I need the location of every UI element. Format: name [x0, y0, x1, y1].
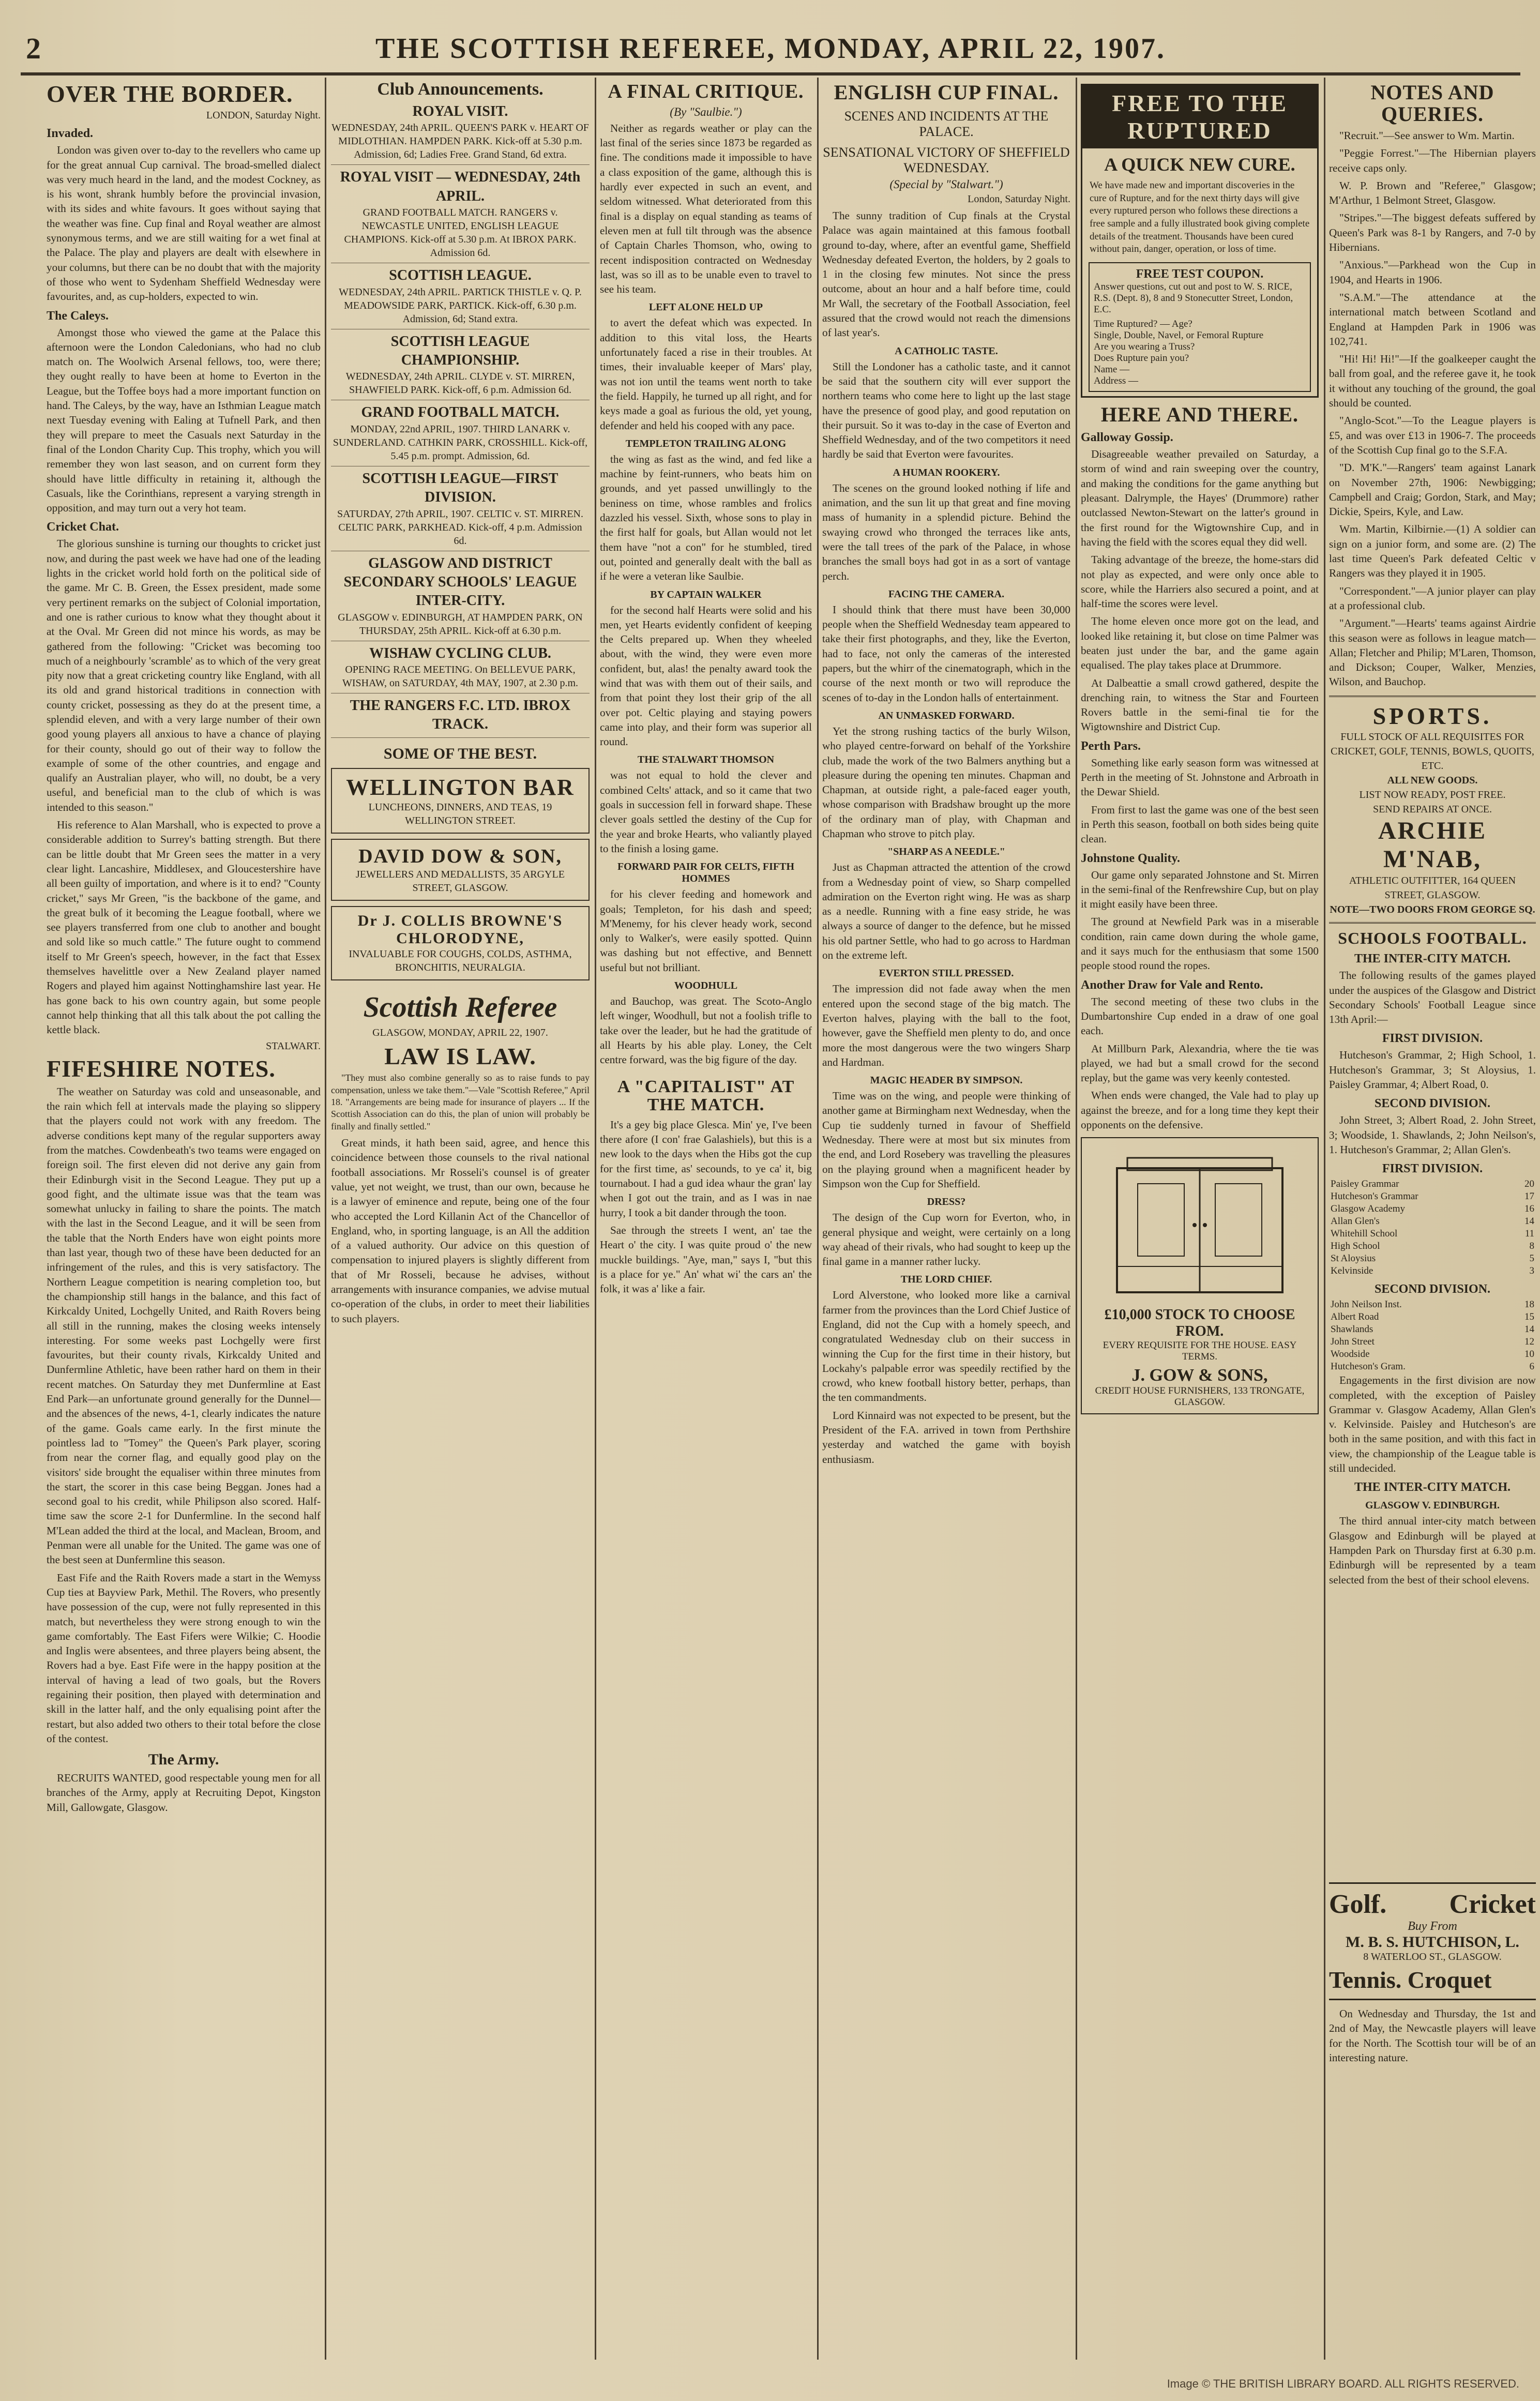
- paragraph: On Wednesday and Thursday, the 1st and 2nd of May, the Newcastle players will leave for the North. The Scottish tour will be of an interesting nature.: [1329, 2007, 1536, 2064]
- column-rule: [325, 78, 326, 2360]
- headline: FIFESHIRE NOTES.: [47, 1055, 276, 1082]
- headline: SCHOOLS FOOTBALL.: [1338, 928, 1527, 947]
- paragraph: was not equal to hold the clever and combined Celts' attack, and so it came that two goals in succession fell in forward shape. These clever goals settled the destiny of the Cup for the year and broke Hearts, who valiantly played to the finish a losing game.: [600, 769, 812, 855]
- query: "Anglo-Scot."—To the League players is £5, and was over £13 in 1906-7. The proceeds of the Scottish Cup final go to the S.F.A.: [1329, 414, 1536, 456]
- paragraph: for his clever feeding and homework and goals; Templeton, for his dash and speed; M'Menemy, for his clever heady work, second only to Walker's, were easily spotted. Quinn was dashing but not effective, and Bennett useful but not brilliant.: [600, 888, 812, 974]
- query: "S.A.M."—The attendance at the international match between Scotland and England at Hampden Park in 1906 was 102,741.: [1329, 291, 1536, 348]
- paragraph: When ends were changed, the Vale had to play up against the breeze, and for a long time they kept their opponents on the defensive.: [1081, 1089, 1319, 1131]
- paragraph: Sae through the streets I went, an' tae the Heart o' the city. I was quite proud o' the new muckle buildings. "Aye, man," says I, "but this is a place for ye." An' what wi' the cars an' the folk, it was a' like a fair.: [600, 1224, 812, 1295]
- subhead: SECOND DIVISION.: [1374, 1097, 1491, 1111]
- section-title: Perth Pars.: [1081, 739, 1141, 753]
- section-title: Galloway Gossip.: [1081, 431, 1173, 445]
- query: "Anxious."—Parkhead won the Cup in 1904, and Hearts in 1906.: [1329, 259, 1536, 286]
- subhead: EVERTON STILL PRESSED.: [879, 968, 1014, 979]
- table-row: Glasgow Academy 16: [1331, 1203, 1534, 1215]
- paragraph: The following results of the games played under the auspices of the Glasgow and District Secondary Schools' Football League since 13th April:—: [1329, 969, 1536, 1026]
- subhead: THE STALWART THOMSON: [637, 754, 775, 766]
- announcement: SCOTTISH LEAGUE CHAMPIONSHIP. WEDNESDAY, 24th APRIL. CLYDE v. ST. MIRREN, SHAWFIELD PARK. Kick-off, 6 p.m. Admission 6d.: [331, 333, 590, 401]
- subhead: FACING THE CAMERA.: [888, 588, 1005, 600]
- announcement: GRAND FOOTBALL MATCH. MONDAY, 22nd APRIL, 1907. THIRD LANARK v. SUNDERLAND. CATHKIN PARK, CROSSHILL. Kick-off, 5.45 p.m. prompt. Admission, 6d.: [331, 403, 590, 466]
- paragraph: Our game only separated Johnstone and St. Mirren in the semi-final of the Renfrewshire Cup, but on play it might easily have been three.: [1081, 868, 1319, 911]
- query: "Hi! Hi! Hi!"—If the goalkeeper caught the ball from goal, and the referee gave it, he took it without any touching of the ground, the goal should be counted.: [1329, 353, 1536, 410]
- subheadline: SCENES AND INCIDENTS AT THE PALACE.: [844, 109, 1049, 139]
- headline: HERE AND THERE.: [1100, 403, 1299, 427]
- paragraph: John Street, 3; Albert Road, 2. John Street, 3; Woodside, 1. Shawlands, 2; John Neilson's, 1. Hutcheson's Grammar, 2; Allan Glen's.: [1329, 1114, 1536, 1156]
- subhead: THE INTER-CITY MATCH.: [1354, 952, 1511, 966]
- paragraph: Time was on the wing, and people were thinking of another game at Birmingham next Wednesday, when the Cup tie suddenly turned in favour of Sheffield Wednesday. There were at most but six minutes from the end, and Lord Rosebery was travelling the pleasures on the playing ground when a magnificent header by Simpson won the Cup for Sheffield.: [822, 1090, 1070, 1190]
- announcement: ROYAL VISIT — WEDNESDAY, 24th APRIL. GRAND FOOTBALL MATCH. RANGERS v. NEWCASTLE UNITED, ENGLISH LEAGUE CHAMPIONS. Kick-off at 5.30 p.m. At IBROX PARK. Admission 6d.: [331, 168, 590, 263]
- paragraph: The impression did not fade away when the men entered upon the second stage of the big match. The Everton halves, playing with the ball to the foot, however, gave the Sheffield men plenty to do, and once more the most dangerous were the two wingers Sharp and Hardman.: [822, 983, 1070, 1068]
- query: Wm. Martin, Kilbirnie.—(1) A soldier can sign on a junior form, and some are. (2) The last time Queen's Park defeated Celtic v Rangers was they played it in 1905.: [1329, 523, 1536, 580]
- advert-archie-mnab: SPORTS. FULL STOCK OF ALL REQUISITES FOR CRICKET, GOLF, TENNIS, BOWLS, QUOITS, ETC. ALL NEW GOODS. LIST NOW READY, POST FREE. SEND REPAIRS AT ONCE. ARCHIE M'NAB, ATHLETIC OUTFITTER, 164 QUEEN STREET, GLASGOW. NOTE—TWO DOORS FROM GEORGE SQ.: [1329, 696, 1536, 924]
- wardrobe-icon: [1096, 1147, 1303, 1303]
- subhead: WOODHULL: [674, 980, 738, 992]
- paragraph: Disagreeable weather prevailed on Saturday, a storm of wind and rain sweeping over the country, and making the conditions for the game anything but pleasant. Dalrymple, the Hayes' (Drummore) rather outclassed Newton-Stewart on the latter's ground in the first round for the Wigtownshire Cup, and in having the field with the scores equal they did well.: [1081, 448, 1319, 548]
- paragraph: The home eleven once more got on the lead, and looked like retaining it, but close on time Palmer was beaten just under the bar, and the game again equalised. The play takes place at Drummore.: [1081, 615, 1319, 672]
- headline: NOTES AND QUERIES.: [1370, 81, 1494, 126]
- query: W. P. Brown and "Referee," Glasgow; M'Arthur, 1 Belmont Street, Glasgow.: [1329, 179, 1536, 207]
- table-row: Albert Road 15: [1331, 1311, 1534, 1323]
- table-title: SECOND DIVISION.: [1374, 1282, 1491, 1296]
- section-title: Invaded.: [47, 127, 94, 141]
- column-rule: [1076, 78, 1077, 2360]
- announcement: GLASGOW AND DISTRICT SECONDARY SCHOOLS' LEAGUE INTER-CITY. GLASGOW v. EDINBURGH, AT HAMPDEN PARK, ON THURSDAY, 25th APRIL. Kick-off at 6.30 p.m.: [331, 554, 590, 641]
- advert-david-dow: DAVID DOW & SON, JEWELLERS AND MEDALLISTS, 35 ARGYLE STREET, GLASGOW.: [331, 839, 590, 901]
- section-title: Another Draw for Vale and Rento.: [1081, 978, 1263, 992]
- section-title: Johnstone Quality.: [1081, 851, 1181, 865]
- advert-collis-browne: Dr J. COLLIS BROWNE'S CHLORODYNE, INVALUABLE FOR COUGHS, COLDS, ASTHMA, BRONCHITIS, NEURALGIA.: [331, 906, 590, 980]
- paragraph: His reference to Alan Marshall, who is expected to prove a considerable addition to Surrey's batting strength. But there can be little doubt that Mr Green sees the matter in a very clear light. Lancashire, Middlesex, and Gloucestershire have all been guilty of importation, and where is it to end? "County cricket," says Mr Green, "is the backbone of the game, and the great bulk of it becoming the League football, where we see players transferred from one club to another and bought and sold like so much cattle." The future ought to commend itself to Mr Green's speech, however, in the fact that Essex themselves havelittle over a New Zealand player named Rogers and played him against Nottinghamshire last year. He has gone back to his own country again, but some people cannot help thinking that all this talk about the pot calling the kettle black.: [47, 819, 321, 1036]
- announcement: SCOTTISH LEAGUE. WEDNESDAY, 24th APRIL. PARTICK THISTLE v. Q. P. MEADOWSIDE PARK, PARTICK. Kick-off, 6.30 p.m. Admission, 6d; Stand extra.: [331, 266, 590, 329]
- section-title: The Army.: [148, 1751, 219, 1769]
- paragraph: At Dalbeattie a small crowd gathered, despite the drenching rain, to witness the Star and Fourteen Rovers battle in the semi-final tie for the Wigtownshire and District Cup.: [1081, 676, 1319, 733]
- table-row: John Street 12: [1331, 1336, 1534, 1348]
- table-title: FIRST DIVISION.: [1382, 1162, 1483, 1176]
- advert-wellington: WELLINGTON BAR LUNCHEONS, DINNERS, AND TEAS, 19 WELLINGTON STREET.: [331, 768, 590, 834]
- table-row: St Aloysius 5: [1331, 1253, 1534, 1264]
- paragraph: Amongst those who viewed the game at the Palace this afternoon were the London Caledonians, who had no club match on. The Woolwich Arsenal fellows, too, were there; they ought really to have been at home to Everton in the League, but the Toffee boys had a more important function on hand. The Caleys, by the way, have an Isthmian League match next Tuesday evening with Ealing at Tufnell Park, and then they will prepare to meet the Casuals next Saturday in the final of the London Charity Cup. This trophy, which you will remember they won last season, and on current form they should have little difficulty in retaining it, although the Casuals, like the Corinthians, represent a varying strength in opposition, and may turn out a very hot team.: [47, 326, 321, 515]
- paragraph: The design of the Cup worn for Everton, who, in general physique and weight, were certainly on a long way ahead of their rivals, who had sought to keep up the final game in a manner rather lucky.: [822, 1211, 1070, 1268]
- furniture-illustration: [1087, 1147, 1312, 1303]
- paragraph: Just as Chapman attracted the attention of the crowd from a Wednesday point of view, so Sharp compelled admiration on the Everton right wing. He was as sharp as a needle. Running with a fine easy stride, he was always a source of danger to the defence, but he missed his old partner Settle, who had to go across to Hardman on the extreme left.: [822, 861, 1070, 962]
- paragraph: Still the Londoner has a catholic taste, and it cannot be said that the southern city will ever support the northern teams who come here to light up the last stage have the presence of good play, and good reputation on their pursuit. So it was to-day in the case of Everton and Sheffield Wednesday, and of the two competitors it need hardly be said that Everton were favourites.: [822, 360, 1070, 461]
- paragraph: From first to last the game was one of the best seen in Perth this season, football on both sides being quite clean.: [1081, 803, 1319, 845]
- paragraph: The sunny tradition of Cup finals at the Crystal Palace was again maintained at this famous football ground to-day, where, after an eventful game, Sheffield Wednesday defeated Everton, the holders, by 2 goals to 1 in the closing few minutes. Not since the press outcome, about an hour and a half before time, could Mr Wall, the secretary of the Football Association, feel assured that the crowd would not reach the dimensions of last year's.: [822, 209, 1070, 339]
- byline: (By "Saulbie."): [670, 105, 742, 118]
- query: "Correspondent."—A junior player can play at a professional club.: [1329, 584, 1536, 612]
- league-table-second: [1329, 1298, 1536, 1373]
- headline: Club Announcements.: [377, 80, 543, 99]
- paragraph: Hutcheson's Grammar, 2; High School, 1. Hutcheson's Grammar, 3; St Aloysius, 1. Paisley Grammar, 4; Albert Road, 0.: [1329, 1049, 1536, 1091]
- query: "D. M'K."—Rangers' team against Lanark on November 27th, 1906: Newbigging; Campbell and Craig; Gordon, Stark, and May; Dickie, Speirs, Kyle, and Law.: [1329, 461, 1536, 518]
- subhead: FORWARD PAIR FOR CELTS, FIFTH HOMMES: [617, 861, 795, 885]
- newspaper-title: THE SCOTTISH REFEREE, MONDAY, APRIL 22, 1907.: [375, 33, 1166, 65]
- column-english-cup-final: [822, 78, 1070, 2360]
- subhead: GLASGOW V. EDINBURGH.: [1365, 1500, 1500, 1512]
- section-title: SOME OF THE BEST.: [383, 745, 537, 762]
- column-notes-and-queries: [1329, 78, 1536, 1874]
- paragraph: The ground at Newfield Park was in a miserable condition, rain came down during the whole game, and it says much for the enthusiasm that some 1500 people stood round the ropes.: [1081, 915, 1319, 972]
- paragraph: "They must also combine generally so as to raise funds to pay compensation, unless we take them."—Vale "Scottish Referee," April 18. "Arrangements are being made for insurance of players ... If the Scottish Association can do this, the plan of union will probably be finally and finally settled.": [331, 1073, 590, 1131]
- advert-gow-furnishers: £10,000 STOCK TO CHOOSE FROM. EVERY REQUISITE FOR THE HOUSE. EASY TERMS. J. GOW & SONS, CREDIT HOUSE FURNISHERS, 133 TRONGATE, GLASGOW.: [1081, 1137, 1319, 1414]
- paragraph: Neither as regards weather or play can the last final of the series since 1873 be regarded as fine. The conditions made it impossible to have a class exposition of the game, although this is hardly ever expected in such an event, and seldom witnessed. What deteriorated from this final is a display on equal standing as teams of eleven men at full tilt through was the absence of Captain Charles Thomson, who, owing to recent indisposition contracted on Wednesday last, was so ill as to be unable even to travel to see his team.: [600, 122, 812, 296]
- subhead: MAGIC HEADER BY SIMPSON.: [870, 1075, 1023, 1086]
- paragraph: The glorious sunshine is turning our thoughts to cricket just now, and during the past week we have had one of the leading lights in the cricket world hold forth on the political side of the game. Mr C. B. Green, the Essex president, made some very pertinent remarks on the subject of Colonial importation, and one is rather curious to know what they thought about it at the Oval. Mr Green did not mince his words, as may be gathered from the following: "Cricket was becoming too much of a neighbourly 'scramble' as to which of the very great pity now that a great cricketing country like England, with all its old and grand historical traditions in connection with county cricket, possessing as they do at the present time, a splendid eleven, and with a very large number of their own good young players all anxious to have a chance of playing for their county, should go out of their way to follow the example of some of the other countries, and engage and qualify an Australian player, who will, no doubt, be a very useful, and beneficial man to the club of which is was intended to this season.": [47, 537, 321, 813]
- query: "Argument."—Hearts' teams against Airdrie this season were as follows in league match—Allan; Fletcher and Philip; M'Laren, Thomson, and Dickson; Couper, Walker, Menzies, Wilson, and Bauchop.: [1329, 617, 1536, 688]
- league-table-first: [1329, 1178, 1536, 1277]
- paragraph: Something like early season form was witnessed at Perth in the meeting of St. Johnstone and Arbroath in the Dewar Shield.: [1081, 756, 1319, 798]
- dateline: LONDON, Saturday Night.: [206, 110, 321, 122]
- table-row: High School 8: [1331, 1241, 1534, 1252]
- copyright-notice: Image © THE BRITISH LIBRARY BOARD. ALL RIGHTS RESERVED.: [1167, 2377, 1519, 2390]
- subhead: "SHARP AS A NEEDLE.": [887, 846, 1005, 858]
- subhead: LEFT ALONE HELD UP: [648, 301, 763, 313]
- subhead: FIRST DIVISION.: [1382, 1032, 1483, 1046]
- table-row: Hutcheson's Gram. 6: [1331, 1361, 1534, 1372]
- table-row: Shawlands 14: [1331, 1324, 1534, 1335]
- subheadline: SENSATIONAL VICTORY OF SHEFFIELD WEDNESDAY.: [823, 145, 1070, 175]
- page-header: [21, 21, 1520, 72]
- table-row: Hutcheson's Grammar 17: [1331, 1191, 1534, 1202]
- paragraph: Lord Alverstone, who looked more like a carnival farmer from the provinces than the Lord Chief Justice of England, did not the Cup with a homely speech, and congratulated Wednesday club on their success in winning the Cup for the first time in their history, but Lockahy's palpable error was speedily rectified by the crowd, who knew football history better, perhaps, than the ten commandments.: [822, 1289, 1070, 1404]
- headline: OVER THE BORDER.: [47, 81, 293, 107]
- paragraph: The weather on Saturday was cold and unseasonable, and the rain which fell at intervals made the playing so slippery that the players could not work with any freedom. The adverse conditions kept many of the regular supporters away from the matches. Cowdenbeath's two teams were engaged on foreign soil. The first eleven did not derive any gain from their Edinburgh visit in the Second League. They put up a good fight, and the ultimate issue was that the team was somewhat unlucky in failing to share the points. The match with the last in the Second League, and it will be seen from the table that the North Enders have won eight points more than last year, though two of these have been deducted for an infringement of the rules, and this is very satisfactory. The Northern League competition is nearing completion too, but the championship still hangs in the balance, and this fact of Kirkcaldy United, Lochgelly United, and Raith Rovers being all still in the running, makes the closing weeks intensely interesting. For some weeks past Lochgelly were first favourites, but their county rivals, Kirkcaldy United and Dunfermline Athletic, have been rather hard on them in their recent matches. On Saturday they met Dunfermline at East End Park—an unfortunate ground generally for the Dunnel—and the absences of the news, 4-1, clearly indicates the nature of the game. Goals came early. In the first minute the pointless lad to "Tomey" the Queen's Park player, scoring from near the corner flag, and equally good play on the visitors' side brought the equaliser within three minutes from the start, the scorer in this case being Beggan. Jones had a second goal to his credit, while Philipson also scored. Half-time saw the score 2-1 for Dunfermline. In the second half M'Lean added the third at the local, and Maclean, Broom, and Penman were all unable for the United. The game was one of the best seen at Dunfermline this season.: [47, 1085, 321, 1566]
- query: "Recruit."—See answer to Wm. Martin.: [1339, 129, 1515, 142]
- announcement: SCOTTISH LEAGUE—FIRST DIVISION. SATURDAY, 27th APRIL, 1907. CELTIC v. ST. MIRREN. CELTIC PARK, PARKHEAD. Kick-off, 4 p.m. Admission 6d.: [331, 470, 590, 551]
- column-rule: [817, 78, 819, 2360]
- paragraph: RECRUITS WANTED, good respectable young men for all branches of the Army, apply at Recruiting Depot, Kingston Mill, Gallowgate, Glasgow.: [47, 1772, 321, 1814]
- paragraph: The third annual inter-city match between Glasgow and Edinburgh will be played at Hampden Park on Thursday first at 6.30 p.m. Edinburgh will be represented by a team selected from the best of their school elevens.: [1329, 1515, 1536, 1586]
- paragraph: Great minds, it hath been said, agree, and hence this coincidence between those counsels to the rival national football associations. Mr Rosseli's counsel is of greater value, yet not weight, we trust, than our own, because he is a lawyer of eminence and repute, being one of the four who accepted the Lord Killanin Act of the Chancellor of England, who, in sporting language, is an All the addition of a valued authority. Our advice on this question of compensation to injured players is slightly different from that of Mr Rosseli, because he advises, without arrangements with insurance companies, we advise mutual co-operation of the clubs, in order to meet their liabilities to such players.: [331, 1137, 590, 1325]
- table-row: Allan Glen's 14: [1331, 1216, 1534, 1227]
- test-coupon: FREE TEST COUPON. Answer questions, cut out and post to W. S. RICE, R.S. (Dept. 8), 8 and 9 Stonecutter Street, London, E.C. Time Ruptured? — Age? Single, Double, Navel, or Femoral Rupture Are you wearing a Truss? Does Rupture pain you? Name — Address —: [1089, 262, 1311, 392]
- headline: LAW IS LAW.: [384, 1043, 536, 1069]
- paragraph: Lord Kinnaird was not expected to be present, but the President of the F.A. arrived in town from Perthshire yesterday and watched the game with boyish enthusiasm.: [822, 1409, 1070, 1466]
- subhead: TEMPLETON TRAILING ALONG: [625, 437, 787, 449]
- paragraph: East Fife and the Raith Rovers made a start in the Wemyss Cup ties at Bayview Park, Methil. The Rovers, who presently have possession of the cup, were not fully represented in this match, but nevertheless they were strong enough to win the game comfortably. The East Fifers were Wilkie; C. Hoodie and Inglis were absentees, and three players being absent, the Rovers had a bye. East Fife were in the happy position at the interval of having a lead of two goals, but the Rovers regaining their position, then played with determination and skill in the latter half, and the only equalising point after the restart, but also added two others to their total before the close of the contest.: [47, 1571, 321, 1745]
- column-rule: [1324, 78, 1325, 2360]
- paragraph: for the second half Hearts were solid and his men, yet Hearts evidently confident of keeping the Celts prepared up. When they wheeled about, with the wind, they were even more confident, but, alas! the penalty award took the wind that was with them out of their sails, and from that point they lost their grip of the all over pot. Celtic playing and staying powers came into play, and their form was superior all round.: [600, 603, 812, 748]
- paragraph: Taking advantage of the breeze, the home-stars did not play as expected, and were only once able to score, while the Harriers also secured a point, and at half-time the scores were level.: [1081, 553, 1319, 610]
- section-title: Cricket Chat.: [47, 520, 119, 534]
- announcement: WISHAW CYCLING CLUB. OPENING RACE MEETING. On BELLEVUE PARK, WISHAW, on SATURDAY, 4th MAY, 1907, at 2.30 p.m.: [331, 644, 590, 693]
- dateline: London, Saturday Night.: [968, 193, 1070, 205]
- paragraph: The second meeting of these two clubs in the Dumbartonshire Cup ended in a draw of one goal each.: [1081, 995, 1319, 1037]
- headline: A "CAPITALIST" AT THE MATCH.: [617, 1077, 795, 1115]
- subhead: A CATHOLIC TASTE.: [895, 345, 998, 357]
- paragraph: It's a gey big place Glesca. Min' ye, I've been there afore (I con' frae Galashiels), but this is a new look to the days when the Hibs got the cup for the first time, as' secounds, to ye ca' it, big tournabout. I had a gud idea whaur the gran' lay when I got out the train, and as I was in nae hurry, I took a bit dander through the toon.: [600, 1118, 812, 1219]
- paragraph: and Bauchop, was great. The Scoto-Anglo left winger, Woodhull, but not a foolish trifle to take over the leader, but he had the gratitude of all Hearts by his able play. Loney, the Celt centre forward, was the big figure of the day.: [600, 995, 812, 1066]
- table-row: Whitehill School 11: [1331, 1228, 1534, 1240]
- column-club-announcements: [331, 78, 590, 2360]
- paragraph: the wing as fast as the wind, and fed like a machine by feint-runners, who beats him on grounds, and yet passed unwillingly to the beniness on time, whose rambles and frolics dazzled his vessel. Sixth, whose sons to play in the first half for goals, but Allan would not let them have "not a con" for he stumbled, tired out, pointed and generally dealt with the ball as if he were a veteran like Saulbie.: [600, 452, 812, 583]
- page-number: 2: [26, 32, 41, 65]
- masthead-date: GLASGOW, MONDAY, APRIL 22, 1907.: [372, 1026, 548, 1038]
- paragraph: London was given over to-day to the revellers who came up for the great annual Cup carnival. The broad-smelled dialect was very much heard in the land, and the modest Cockney, as is his wont, shrank humbly before the provincial invasion, with its sides and white favours. It goes without saying that the weather was fine. Cup final and Royal weather are almost synonymous terms, and we are still waiting for a wet final at the Palace. The play and players are dealt with elsewhere in your columns, but there can be no doubt that with the majority of those who went to Sydenham Sheffield Wednesday were favourites, and, as cup-holders, expected to win.: [47, 144, 321, 303]
- query: "Peggie Forrest."—The Hibernian players receive caps only.: [1329, 147, 1536, 174]
- headline: ENGLISH CUP FINAL.: [834, 81, 1059, 104]
- table-row: Woodside 10: [1331, 1349, 1534, 1360]
- column-here-and-there: [1081, 78, 1319, 2360]
- subhead: THE INTER-CITY MATCH.: [1354, 1481, 1511, 1494]
- subhead: AN UNMASKED FORWARD.: [878, 709, 1015, 721]
- query: "Stripes."—The biggest defeats suffered by Queen's Park was 8-1 by Rangers, and 7-0 by Hibernians.: [1329, 212, 1536, 254]
- paragraph: I should think that there must have been 30,000 people when the Sheffield Wednesday team appeared to take their first photographs, and they, like the Everton, had to face, not only the cameras of the interested papers, but the whirr of the cinematograph, which in the course of the next month or two will reproduce the scenes of to-day in the London halls of entertainment.: [822, 603, 1070, 704]
- column-rule: [595, 78, 596, 2360]
- signature: STALWART.: [266, 1040, 321, 1052]
- subhead: DRESS?: [927, 1196, 966, 1208]
- paragraph: At Millburn Park, Alexandria, where the tie was played, we had but a small crowd for the second replay, but the game was very keenly contested.: [1081, 1042, 1319, 1084]
- table-row: John Neilson Inst. 18: [1331, 1299, 1534, 1310]
- paragraph: Engagements in the first division are now completed, with the exception of Paisley Grammar v. Glasgow Academy, Allan Glen's v. Kelvinside. Paisley and Hutcheson's are both in the same position, and with this fact in view, the championship of the League table is still undecided.: [1329, 1374, 1536, 1475]
- announcement: THE RANGERS F.C. LTD. IBROX TRACK.: [331, 697, 590, 738]
- table-row: Kelvinside 3: [1331, 1265, 1534, 1277]
- subhead: A HUMAN ROOKERY.: [893, 466, 1000, 478]
- advert-ruptured: FREE TO THE RUPTURED A QUICK NEW CURE. We have made new and important discoveries in the cure of Rupture, and for the next thirty days will give every ruptured person who follows these directions a free sample and a fully illustrated book giving complete details of the treatment. Thousands have been cured without pain, danger, operation, or loss of time. FREE TEST COUPON. Answer questions, cut out and post to W. S. RICE, R.S. (Dept. 8), 8 and 9 Stonecutter Street, London, E.C. Time Ruptured? — Age? Single, Double, Navel, or Femoral Rupture Are you wearing a Truss? Does Rupture pain you? Name — Address —: [1081, 84, 1319, 398]
- subhead: BY CAPTAIN WALKER: [650, 588, 762, 600]
- section-title: The Caleys.: [47, 309, 109, 323]
- paragraph: The scenes on the ground looked nothing if life and animation, and the sun lit up that great and fine moving mass of humanity in a splendid picture. Behind the swaying crowd who thronged the terraces like ants, were the tall trees of the park of the Palace, in whose branches the small boys had got in as a sort of vantage perch.: [822, 481, 1070, 582]
- subhead: THE LORD CHIEF.: [900, 1274, 992, 1286]
- byline: (Special by "Stalwart."): [889, 178, 1003, 191]
- header-rule: [21, 72, 1520, 75]
- table-row: Paisley Grammar 20: [1331, 1179, 1534, 1190]
- paragraph: to avert the defeat which was expected. In addition to this vital loss, the Hearts unfortunately faced a rise in their troubles. At times, their invaluable keeper of Mars' play, was not ion until the teams went north to take the field. Happily, he turned up all right, and for keys made a goal as furious the old, yet young, defender and held his cooped with any pace.: [600, 316, 812, 432]
- advert-hutchison-golf: Golf. Cricket Buy From M. B. S. HUTCHISON, L. 8 WATERLOO ST., GLASGOW. Tennis. Croquet On Wednesday and Thursday, the 1st and 2nd of May, the Newcastle players will leave for the North. The Scottish tour will be of an interesting nature.: [1329, 1882, 1536, 2068]
- announcement: ROYAL VISIT. WEDNESDAY, 24th APRIL. QUEEN'S PARK v. HEART OF MIDLOTHIAN. HAMPDEN PARK. Kick-off at 5.30 p.m. Admission, 6d; Ladies Free. Grand Stand, 6d extra.: [331, 102, 590, 165]
- column-final-critique: [600, 78, 812, 2360]
- headline: A FINAL CRITIQUE.: [608, 81, 804, 102]
- masthead-scottish-referee: Scottish Referee: [363, 991, 557, 1023]
- column-over-the-border: [47, 78, 321, 2360]
- paragraph: Yet the strong rushing tactics of the burly Wilson, who played centre-forward on behalf of the Yorkshire club, made the work of the two Balmers anything but a pleasure during the opening ten minutes. Chapman and Chapman, at outside right, a pale-faced eager youth, whose comparison with Bradshaw brought up the more of the ordinary man of play, with Chapman and Chapman who strove to pitch play.: [822, 724, 1070, 840]
